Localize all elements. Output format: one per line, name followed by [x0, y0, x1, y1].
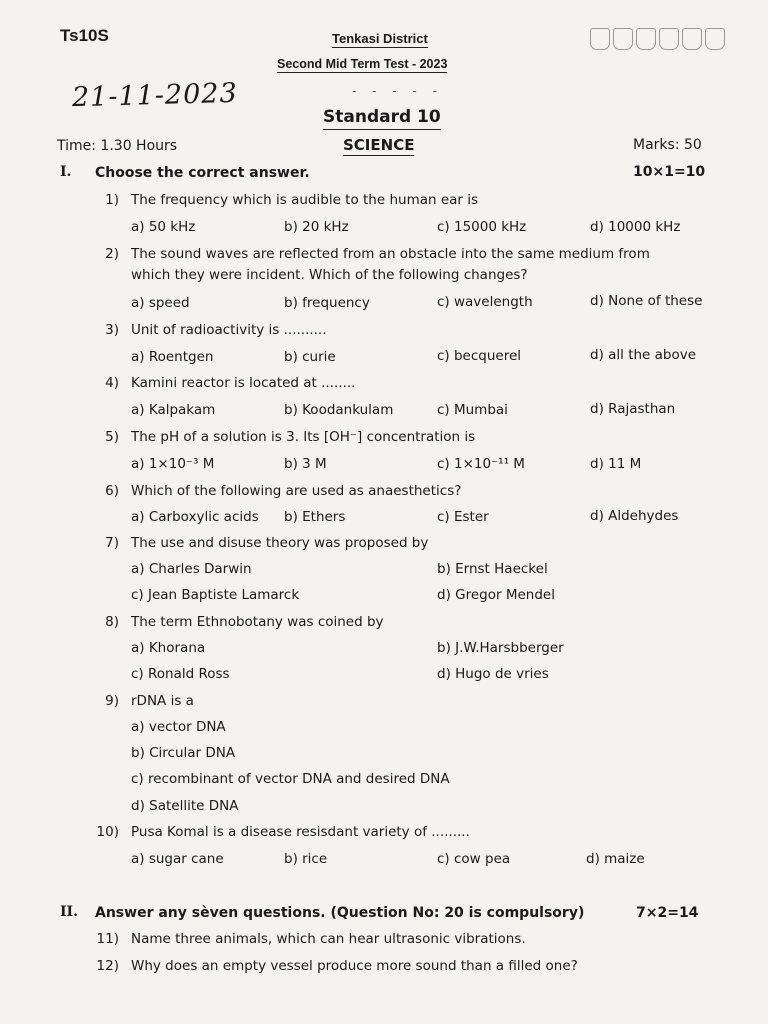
- district-title: Tenkasi District: [332, 31, 428, 46]
- option: b) Ernst Haeckel: [437, 561, 548, 577]
- option: a) 50 kHz: [131, 219, 196, 235]
- question-text: The sound waves are reflected from an obstacle into the same medium from: [131, 246, 650, 262]
- register-box: [613, 28, 633, 50]
- option: a) vector DNA: [131, 719, 226, 735]
- register-number-boxes: [590, 28, 728, 50]
- section-marks: 10×1=10: [633, 164, 706, 180]
- option: d) Aldehydes: [590, 508, 679, 524]
- question-text: Pusa Komal is a disease resisdant variety of .........: [131, 824, 470, 840]
- option: c) wavelength: [437, 294, 533, 310]
- question-text: Which of the following are used as anaesthetics?: [131, 483, 462, 499]
- question-number: 8): [105, 614, 119, 630]
- option: d) 10000 kHz: [590, 219, 681, 235]
- option: b) frequency: [284, 295, 370, 311]
- option: d) maize: [586, 851, 645, 867]
- option: d) None of these: [590, 293, 703, 309]
- paper-code: Ts10S: [60, 26, 109, 45]
- option: a) Roentgen: [131, 349, 214, 365]
- question-number: 5): [105, 429, 119, 445]
- section-number: II.: [60, 904, 78, 920]
- section-number: I.: [60, 164, 72, 180]
- question-number: 4): [105, 375, 119, 391]
- option: c) 15000 kHz: [437, 219, 527, 235]
- time-allowed: Time: 1.30 Hours: [57, 138, 178, 154]
- option: a) speed: [131, 295, 190, 311]
- option: c) Mumbai: [437, 402, 508, 418]
- question-text: rDNA is a: [131, 693, 194, 709]
- question-number: 3): [105, 322, 119, 338]
- register-box: [682, 28, 702, 50]
- option: b) 3 M: [284, 456, 327, 472]
- register-box: [705, 28, 725, 50]
- option: b) 20 kHz: [284, 219, 349, 235]
- register-box: [636, 28, 656, 50]
- option: c) 1×10⁻¹¹ M: [437, 456, 525, 472]
- test-title: Second Mid Term Test - 2023: [277, 57, 448, 71]
- question-number: 12): [96, 958, 119, 974]
- question-number: 10): [96, 824, 119, 840]
- question-text: The term Ethnobotany was coined by: [131, 614, 384, 630]
- question-text: The use and disuse theory was proposed by: [131, 535, 429, 551]
- option: d) 11 M: [590, 456, 642, 472]
- option: c) Jean Baptiste Lamarck: [131, 587, 300, 603]
- question-number: 6): [105, 483, 119, 499]
- option: d) Satellite DNA: [131, 798, 239, 814]
- question-text: The pH of a solution is 3. Its [OH⁻] concentration is: [131, 429, 476, 445]
- question-text: Kamini reactor is located at ........: [131, 375, 356, 391]
- option: b) Koodankulam: [284, 402, 394, 418]
- option: b) Circular DNA: [131, 745, 236, 761]
- option: d) Gregor Mendel: [437, 587, 555, 603]
- option: a) Carboxylic acids: [131, 509, 259, 525]
- option: c) cow pea: [437, 851, 511, 867]
- option: a) Charles Darwin: [131, 561, 252, 577]
- question-number: 9): [105, 693, 119, 709]
- question-number: 7): [105, 535, 119, 551]
- subject-title: SCIENCE: [343, 136, 415, 154]
- question-text: Name three animals, which can hear ultrasonic vibrations.: [131, 931, 526, 947]
- option: b) Ethers: [284, 509, 346, 525]
- question-text: Why does an empty vessel produce more sound than a filled one?: [131, 958, 578, 974]
- option: d) Hugo de vries: [437, 666, 549, 682]
- question-number: 1): [105, 192, 119, 208]
- option: a) Kalpakam: [131, 402, 216, 418]
- option: c) Ester: [437, 509, 489, 525]
- option: a) sugar cane: [131, 851, 224, 867]
- option: a) Khorana: [131, 640, 206, 656]
- option: c) Ronald Ross: [131, 666, 230, 682]
- question-text: Unit of radioactivity is ..........: [131, 322, 327, 338]
- option: d) all the above: [590, 347, 697, 363]
- option: c) recombinant of vector DNA and desired DNA: [131, 771, 450, 787]
- option: a) 1×10⁻³ M: [131, 456, 215, 472]
- option: c) becquerel: [437, 348, 522, 364]
- handwritten-date: 21-11-2023: [71, 77, 239, 114]
- decorative-dashes: - - - - -: [352, 84, 443, 98]
- option: b) rice: [284, 851, 328, 867]
- section-title: Answer any sèven questions. (Question No: 20 is compulsory): [95, 905, 585, 921]
- section-marks: 7×2=14: [636, 905, 699, 921]
- question-number: 11): [96, 931, 119, 947]
- question-text: The frequency which is audible to the human ear is: [131, 192, 479, 208]
- option: b) J.W.Harsbberger: [437, 640, 564, 656]
- register-box: [590, 28, 610, 50]
- section-title: Choose the correct answer.: [95, 165, 310, 181]
- question-number: 2): [105, 246, 119, 262]
- standard-title: Standard 10: [323, 107, 441, 130]
- option: d) Rajasthan: [590, 401, 676, 417]
- register-box: [659, 28, 679, 50]
- total-marks: Marks: 50: [633, 137, 702, 153]
- question-text-continued: which they were incident. Which of the following changes?: [131, 267, 528, 283]
- option: b) curie: [284, 349, 336, 365]
